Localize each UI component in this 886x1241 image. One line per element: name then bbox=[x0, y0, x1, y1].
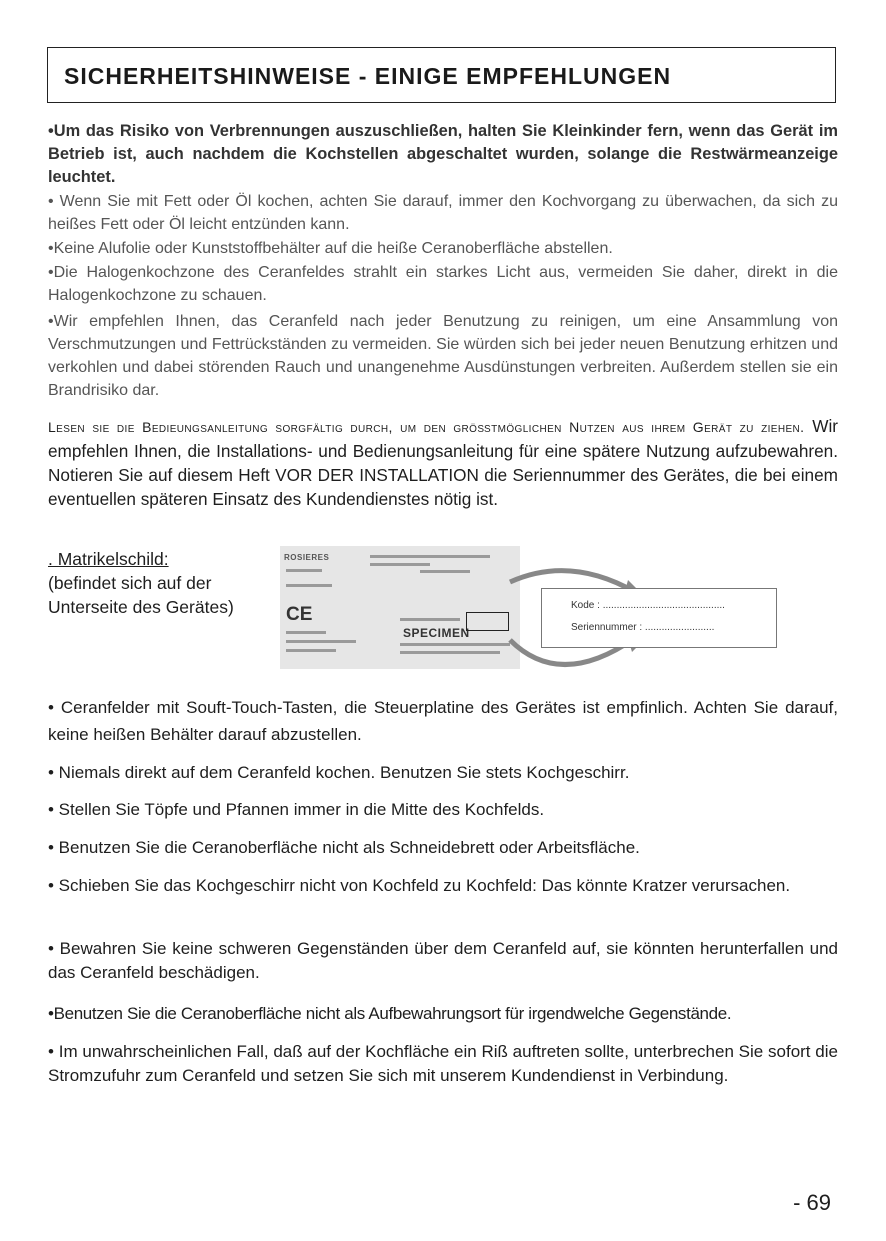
read-instructions-text: Wir empfehlen Ihnen, die Installations- und Bedienungsanleitung für eine spätere Nutzung aufzubewahren. Notieren Sie auf diesem Heft VOR DER INSTALLATION die Seriennummer des Gerätes, die bei einem eventuellen späteren Einsatz des Kundendienstes nötig ist. bbox=[48, 416, 839, 509]
bullet-no-storage: •Benutzen Sie die Ceranoberfläche nicht als Aufbewahrungsort für irgendwelche Gegenstände. bbox=[48, 1004, 732, 1023]
rating-plate-location: (befindet sich auf der Unterseite des Gerätes) bbox=[48, 573, 234, 617]
ce-mark-icon: CE bbox=[286, 604, 313, 625]
warning-fat-oil: • Wenn Sie mit Fett oder Öl kochen, achten Sie darauf, immer den Kochvorgang zu überwachen, da sich zu heißes Fett oder Öl leicht entzünden kann. bbox=[48, 193, 838, 233]
read-instructions bbox=[48, 414, 838, 511]
bullet-no-cutting-board: • Benutzen Sie die Ceranoberfläche nicht als Schneidebrett oder Arbeitsfläche. bbox=[48, 838, 640, 857]
bullet-touch-controls: • Ceranfelder mit Souft-Touch-Tasten, die Steuerplatine des Gerätes ist empfinlich. Achten Sie darauf, keine heißen Behälter darauf abzustellen. bbox=[48, 698, 838, 744]
rating-plate-label bbox=[48, 547, 248, 619]
bullet-no-direct-cooking: • Niemals direkt auf dem Ceranfeld kochen. Benutzen Sie stets Kochgeschirr. bbox=[48, 763, 630, 782]
serial-note-sticker bbox=[541, 588, 777, 648]
page-title: SICHERHEITSHINWEISE - EINIGE EMPFEHLUNGEN bbox=[64, 63, 672, 89]
warning-halogen: •Die Halogenkochzone des Ceranfeldes strahlt ein starkes Licht aus, vermeiden Sie daher, direkt in die Halogenkochzone zu schauen. bbox=[48, 264, 838, 304]
warning-foil: •Keine Alufolie oder Kunststoffbehälter auf die heiße Ceranoberfläche abstellen. bbox=[48, 240, 613, 257]
bullet-crack: • Im unwahrscheinlichen Fall, daß auf der Kochfläche ein Riß auftreten sollte, unterbrechen Sie sofort die Stromzufuhr zum Ceranfeld und setzen Sie sich mit unserem Kundendienst in Verbindung. bbox=[48, 1042, 838, 1085]
page-number: - 69 bbox=[793, 1190, 831, 1215]
code-field: Kode : ............................................ bbox=[571, 600, 725, 611]
intro-warning: •Um das Risiko von Verbrennungen auszuschließen, halten Sie Kleinkinder fern, wenn das Gerät im Betrieb ist, auch nachdem die Kochstellen abgeschaltet wurden, solange die Restwärmeanzeige leuchtet. bbox=[48, 122, 838, 186]
title-box bbox=[47, 47, 836, 103]
plate-specimen-text: SPECIMEN bbox=[403, 626, 470, 640]
warning-cleaning: •Wir empfehlen Ihnen, das Ceranfeld nach jeder Benutzung zu reinigen, um eine Ansammlung von Verschmutzungen und Fettrückständen zu vermeiden. Sie würden sich bei jeder neuen Benutzung erhitzen und verkohlen und dabei störenden Rauch und unangenehme Ausdünstungen verbreiten. Außerdem stellen sie ein Brandrisiko dar. bbox=[48, 313, 838, 399]
plate-brand-logo: ROSIERES bbox=[284, 553, 330, 562]
rating-plate-title: . Matrikelschild: bbox=[48, 549, 169, 569]
serial-number-field: Seriennummer : ......................... bbox=[571, 622, 715, 633]
bullet-no-sliding: • Schieben Sie das Kochgeschirr nicht von Kochfeld zu Kochfeld: Das könnte Kratzer verursachen. bbox=[48, 876, 791, 895]
bullet-no-heavy-objects: • Bewahren Sie keine schweren Gegenständen über dem Ceranfeld auf, sie könnten herunterfallen und das Ceranfeld beschädigen. bbox=[48, 939, 838, 982]
read-instructions-smallcaps: Lesen sie die Bedieungsanleitung sorgfältig durch, um den größtmöglichen Nutzen aus ihrem Gerät zu ziehen. bbox=[48, 419, 805, 435]
bullet-center-pots: • Stellen Sie Töpfe und Pfannen immer in die Mitte des Kochfelds. bbox=[48, 800, 545, 819]
